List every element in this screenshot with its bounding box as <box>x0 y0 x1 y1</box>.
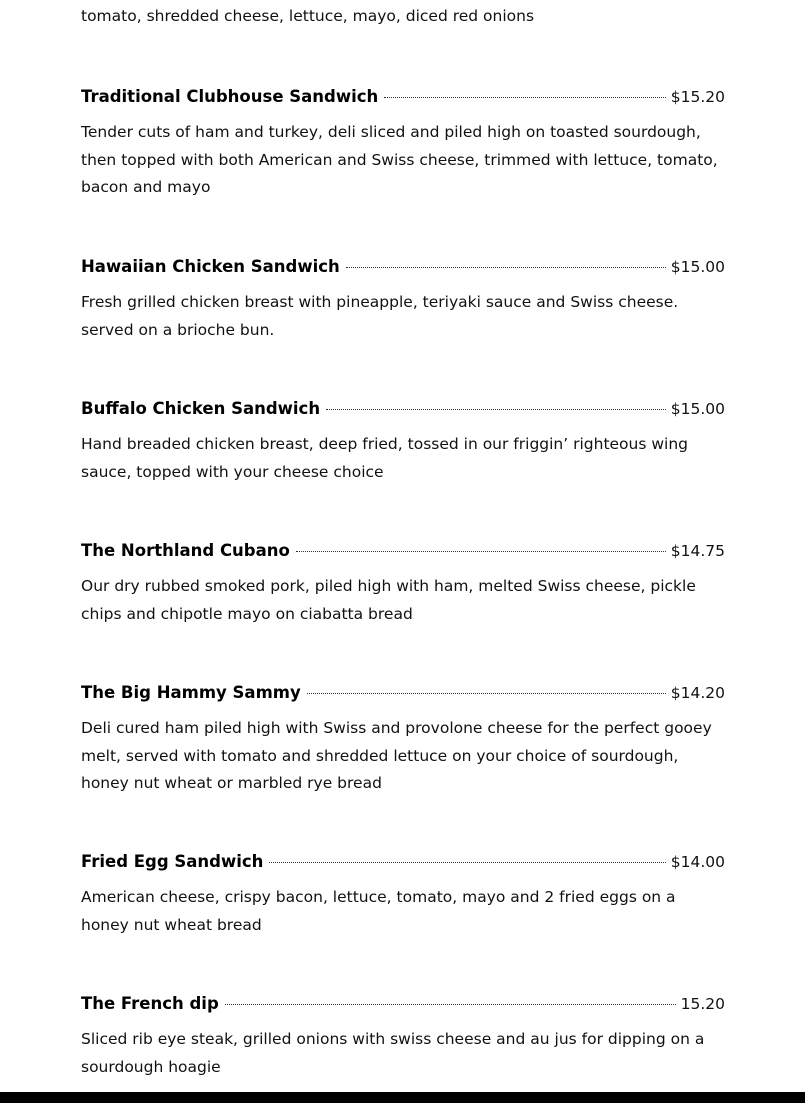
dot-leader <box>269 862 665 863</box>
menu-item-description: Fresh grilled chicken breast with pineapple, teriyaki sauce and Swiss cheese. served on a brioche bun. <box>81 293 679 339</box>
menu-item-name: The Big Hammy Sammy <box>81 683 301 702</box>
menu-item-description: Hand breaded chicken breast, deep fried, tossed in our friggin’ righteous wing sauce, topped with your cheese choice <box>81 435 689 481</box>
menu-item-price: $14.20 <box>670 684 725 702</box>
menu-item-header <box>81 87 725 111</box>
dot-leader <box>384 97 666 98</box>
menu-item-header <box>81 683 725 707</box>
menu-item-name: Fried Egg Sandwich <box>81 852 264 871</box>
menu-item-price: $14.75 <box>670 542 725 560</box>
menu-item-northland-cubano <box>81 541 725 628</box>
dot-leader <box>225 1004 676 1005</box>
menu-item-fried-egg <box>81 852 725 939</box>
menu-item-price: $14.00 <box>670 853 725 871</box>
dot-leader <box>346 267 666 268</box>
menu-item-header <box>81 257 725 281</box>
menu-item-description: American cheese, crispy bacon, lettuce, tomato, mayo and 2 fried eggs on a honey nut wheat bread <box>81 888 676 934</box>
menu-item-description: Deli cured ham piled high with Swiss and provolone cheese for the perfect gooey melt, served with tomato and shredded lettuce on your choice of sourdough, honey nut wheat or marbled rye bread <box>81 719 712 792</box>
dot-leader <box>326 409 666 410</box>
menu-item-name: The French dip <box>81 994 219 1013</box>
menu-item-description: Our dry rubbed smoked pork, piled high with ham, melted Swiss cheese, pickle chips and chipotle mayo on ciabatta bread <box>81 577 696 623</box>
menu-item-name: Hawaiian Chicken Sandwich <box>81 257 340 276</box>
menu-item-big-hammy-sammy <box>81 683 725 798</box>
menu-item-description: Tender cuts of ham and turkey, deli sliced and piled high on toasted sourdough, then topped with both American and Swiss cheese, trimmed with lettuce, tomato, bacon and mayo <box>81 123 718 196</box>
menu-item-description: Sliced rib eye steak, grilled onions with swiss cheese and au jus for dipping on a sourdough hoagie <box>81 1030 705 1076</box>
menu-item-header <box>81 994 725 1018</box>
menu-item-name: The Northland Cubano <box>81 541 290 560</box>
menu-item-name: Traditional Clubhouse Sandwich <box>81 87 379 106</box>
page-bottom-bar <box>0 1092 805 1103</box>
menu-item-name: Buffalo Chicken Sandwich <box>81 399 321 418</box>
menu-item-price: $15.00 <box>670 400 725 418</box>
menu-item-header <box>81 852 725 876</box>
menu-item-header <box>81 399 725 423</box>
previous-item-description-tail: tomato, shredded cheese, lettuce, mayo, diced red onions <box>81 7 535 25</box>
menu-item-price: $15.00 <box>670 258 725 276</box>
menu-item-buffalo-chicken <box>81 399 725 486</box>
menu-item-price: $15.20 <box>670 88 725 106</box>
menu-item-header <box>81 541 725 565</box>
menu-item-price: 15.20 <box>680 995 725 1013</box>
menu-item-french-dip <box>81 994 725 1081</box>
menu-item-traditional-clubhouse <box>81 87 725 202</box>
dot-leader <box>296 551 666 552</box>
menu-item-hawaiian-chicken <box>81 257 725 344</box>
dot-leader <box>307 693 666 694</box>
